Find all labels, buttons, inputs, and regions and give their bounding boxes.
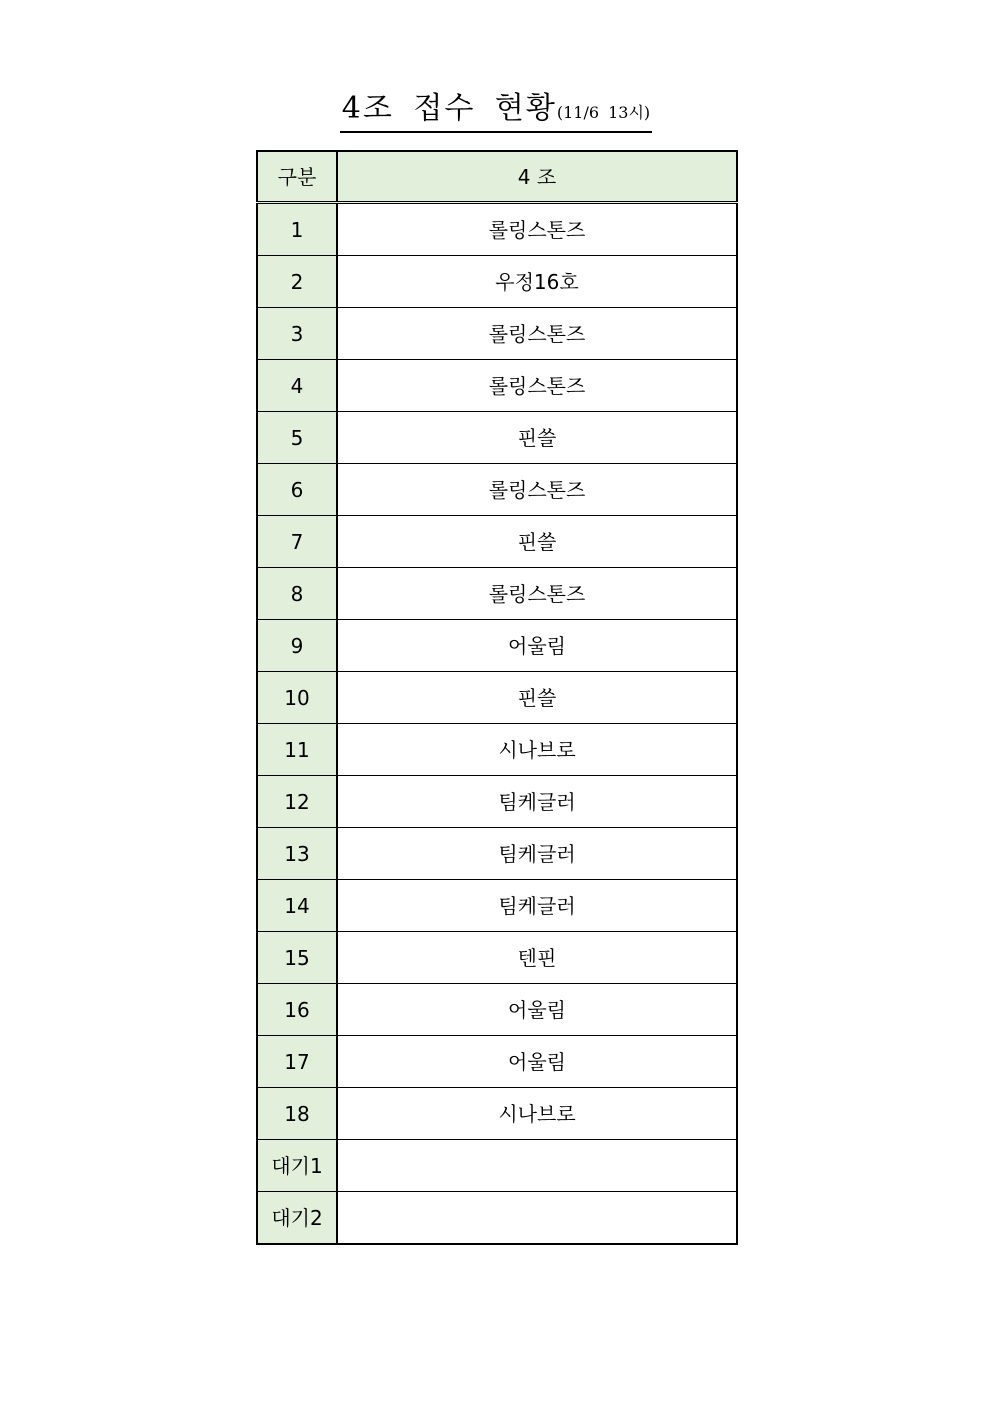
team-name: 롤링스톤즈 (337, 308, 737, 360)
table-row (257, 620, 737, 672)
table-row (257, 308, 737, 360)
row-number: 12 (257, 776, 337, 828)
table-row (257, 360, 737, 412)
row-number: 8 (257, 568, 337, 620)
row-number: 15 (257, 932, 337, 984)
team-name: 핀쓸 (337, 516, 737, 568)
table-row (257, 1036, 737, 1088)
row-number: 7 (257, 516, 337, 568)
table-row (257, 724, 737, 776)
table-row (257, 776, 737, 828)
table-row (257, 1192, 737, 1245)
row-number: 9 (257, 620, 337, 672)
team-name: 시나브로 (337, 1088, 737, 1140)
row-number: 4 (257, 360, 337, 412)
row-number: 11 (257, 724, 337, 776)
table-row (257, 828, 737, 880)
table-row (257, 568, 737, 620)
row-number: 6 (257, 464, 337, 516)
team-name: 롤링스톤즈 (337, 360, 737, 412)
table-row (257, 256, 737, 308)
table-row (257, 203, 737, 256)
team-name: 팀케글러 (337, 828, 737, 880)
row-number: 5 (257, 412, 337, 464)
row-number: 18 (257, 1088, 337, 1140)
row-number: 17 (257, 1036, 337, 1088)
row-number: 2 (257, 256, 337, 308)
table-row (257, 932, 737, 984)
table-row (257, 516, 737, 568)
row-number: 3 (257, 308, 337, 360)
team-name: 팀케글러 (337, 880, 737, 932)
table-row (257, 1088, 737, 1140)
team-name: 롤링스톤즈 (337, 568, 737, 620)
team-name: 어울림 (337, 620, 737, 672)
title-wrap (0, 92, 992, 133)
team-name: 어울림 (337, 1036, 737, 1088)
row-number: 16 (257, 984, 337, 1036)
row-number: 14 (257, 880, 337, 932)
team-name: 팀케글러 (337, 776, 737, 828)
table-row (257, 1140, 737, 1192)
row-number: 대기1 (257, 1140, 337, 1192)
page-title-timestamp: (11/6 13시) (556, 103, 651, 122)
team-name: 우정16호 (337, 256, 737, 308)
team-name: 핀쓸 (337, 672, 737, 724)
team-name: 핀쓸 (337, 412, 737, 464)
row-number: 1 (257, 203, 337, 256)
team-name: 어울림 (337, 984, 737, 1036)
table-row (257, 984, 737, 1036)
table-header-row (257, 151, 737, 203)
team-name: 시나브로 (337, 724, 737, 776)
table-row (257, 412, 737, 464)
table-row (257, 672, 737, 724)
row-number: 대기2 (257, 1192, 337, 1245)
team-name: 롤링스톤즈 (337, 464, 737, 516)
team-name: 텐핀 (337, 932, 737, 984)
page-title-main: 4조 접수 현황 (341, 91, 557, 126)
header-category: 구분 (257, 151, 337, 203)
team-name (337, 1140, 737, 1192)
table-body (257, 203, 737, 1245)
table-row (257, 880, 737, 932)
table-row (257, 464, 737, 516)
header-group: 4 조 (337, 151, 737, 203)
row-number: 13 (257, 828, 337, 880)
page-title (340, 92, 652, 133)
team-name (337, 1192, 737, 1245)
registration-table (256, 150, 738, 1245)
row-number: 10 (257, 672, 337, 724)
team-name: 롤링스톤즈 (337, 203, 737, 256)
